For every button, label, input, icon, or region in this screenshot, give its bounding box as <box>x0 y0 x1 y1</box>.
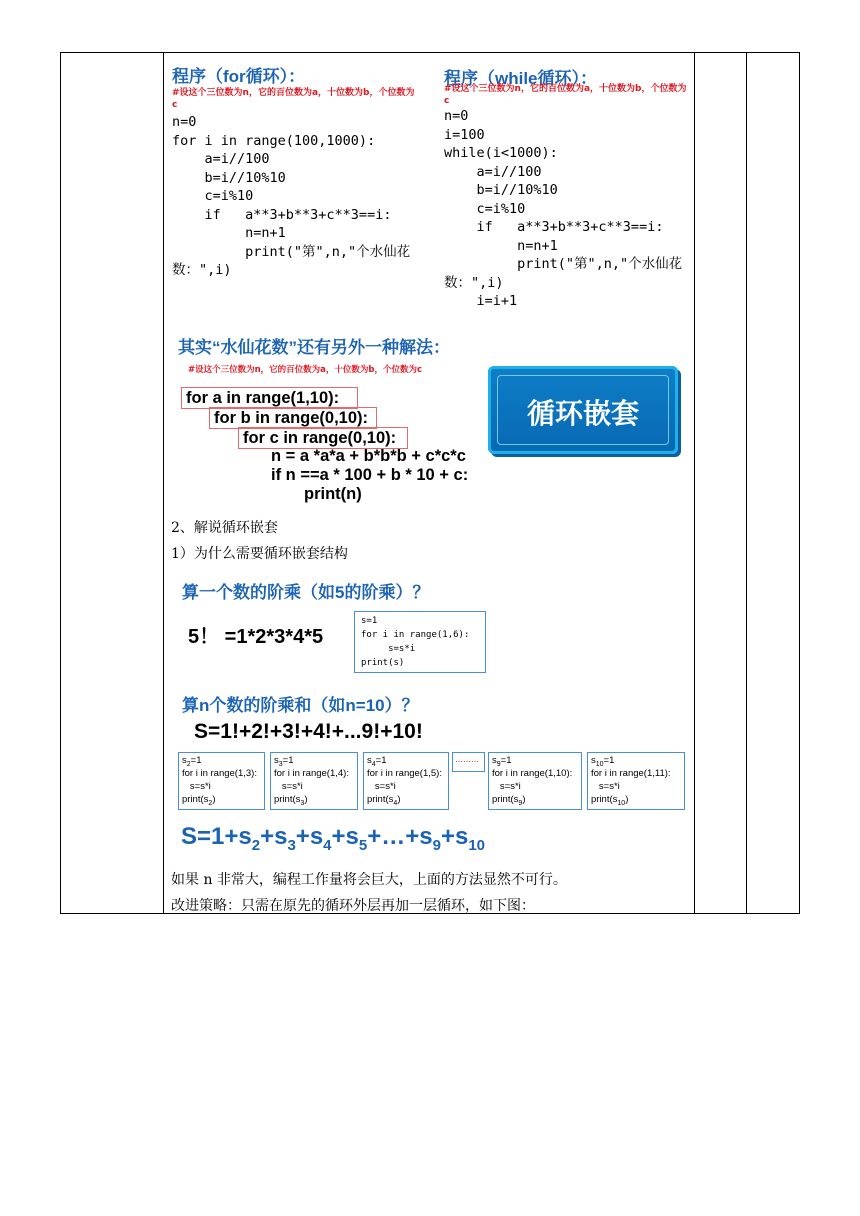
table-border-col2 <box>694 52 695 914</box>
while-program-title: 程序（while循环）： <box>444 69 598 88</box>
factorial-code-box-s9 <box>488 752 582 810</box>
factorial-sum-title: 算n个数的阶乘和（如n=10）？ <box>182 696 419 715</box>
factorial-code-box-s3 <box>270 752 358 810</box>
alt-line-3: for c in range(0,10): <box>243 429 397 447</box>
factorial-code: s=1 for i in range(1,6): s=s*i print(s) <box>361 616 470 668</box>
subheading: 1）为什么需要循环嵌套结构 <box>171 546 348 562</box>
factorial-code-box-s2 <box>178 752 265 810</box>
table-border-col3 <box>746 52 747 914</box>
table-top-border <box>60 52 800 53</box>
mini-code-line: $print(s_9)$ <box>492 794 526 807</box>
mini-code-line: for i in range(1,5): <box>367 768 442 779</box>
factorial-title: 算一个数的阶乘（如5的阶乘）？ <box>182 583 430 602</box>
mini-code-line: s=s*i <box>182 781 211 792</box>
ellipsis-box <box>452 752 485 772</box>
for-program-note: #设这个三位数为n，它的百位数为a，十位数为b，个位数为c <box>172 88 415 110</box>
factorial-code-box <box>354 611 486 673</box>
mini-code-line: s=s*i <box>591 781 620 792</box>
mini-code-line: $print(s_4)$ <box>367 794 401 807</box>
alt-line-1: for a in range(1,10): <box>186 389 340 407</box>
mini-code-line: $print(s_2)$ <box>182 794 216 807</box>
alt-line-4: n = a *a*a + b*b*b + c*c*c <box>271 447 466 465</box>
table-border-col1 <box>163 52 164 914</box>
mini-code-line: $print(s_3)$ <box>274 794 308 807</box>
mini-code-line: s=s*i <box>492 781 521 792</box>
table-border-left <box>60 52 61 914</box>
ellipsis-text: ……… <box>455 755 479 764</box>
for-program-code: n=0 for i in range(100,1000): a=i//100 b=i//10%10 c=i%10 if a**3+b**3+c**3==i: n=n+1 print("第",n,"个水仙花 数：",i) <box>172 114 411 278</box>
while-program-code: n=0 i=100 while(i<1000): a=i//100 b=i//10%10 c=i%10 if a**3+b**3+c**3==i: n=n+1 print("第",n,"个水仙花 数：",i) i=i+1 <box>444 108 683 309</box>
alt-line-6: print(n) <box>304 485 362 503</box>
banner-label: 循环嵌套 <box>526 397 639 430</box>
mini-code-line: s=s*i <box>367 781 396 792</box>
mini-code-line: for i in range(1,10): <box>492 768 573 779</box>
mini-code-line: $s_4=1$ <box>367 755 387 768</box>
mini-code-line: $s_2=1$ <box>182 755 202 768</box>
table-border-right <box>799 52 800 914</box>
factorial-code-box-s10 <box>587 752 685 810</box>
factorial-code-box-s4 <box>363 752 449 810</box>
for-program-title: 程序（for循环）： <box>172 67 306 86</box>
nested-loop-banner <box>488 366 678 454</box>
section-heading: 2、解说循环嵌套 <box>171 520 278 536</box>
factorial-sum-formula: S=1!+2!+3!+4!+...9!+10! <box>194 720 423 743</box>
alt-line-2: for b in range(0,10): <box>214 409 369 427</box>
paragraph-1: 如果 n 非常大，编程工作量将会巨大，上面的方法显然不可行。 <box>171 872 567 888</box>
alt-line-5: if n ==a * 100 + b * 10 + c: <box>271 466 469 484</box>
paragraph-2: 改进策略：只需在原先的循环外层再加一层循环，如下图： <box>171 898 535 914</box>
mini-code-line: $s_{10}=1$ <box>591 755 615 768</box>
sum-of-s-formula: $S=1+s_2+s_3+s_4+s_5+\dots+s_9+s_{10}$ <box>181 823 486 854</box>
mini-code-line: $s_9=1$ <box>492 755 512 768</box>
mini-code-line: for i in range(1,4): <box>274 768 349 779</box>
mini-code-line: for i in range(1,11): <box>591 768 671 779</box>
mini-code-line: $s_3=1$ <box>274 755 294 768</box>
mini-code-line: for i in range(1,3): <box>182 768 257 779</box>
while-program-note: #设这个三位数为n，它的百位数为a，十位数为b，个位数为c <box>444 84 687 106</box>
factorial-formula: 5！ =1*2*3*4*5 <box>188 626 324 648</box>
mini-code-line: s=s*i <box>274 781 303 792</box>
mini-code-line: $print(s_{10})$ <box>591 794 629 807</box>
alt-solution-title: 其实“水仙花数”还有另外一种解法： <box>178 338 450 357</box>
alt-solution-note: #设这个三位数为n，它的百位数为a，十位数为b，个位数为c <box>188 365 423 375</box>
